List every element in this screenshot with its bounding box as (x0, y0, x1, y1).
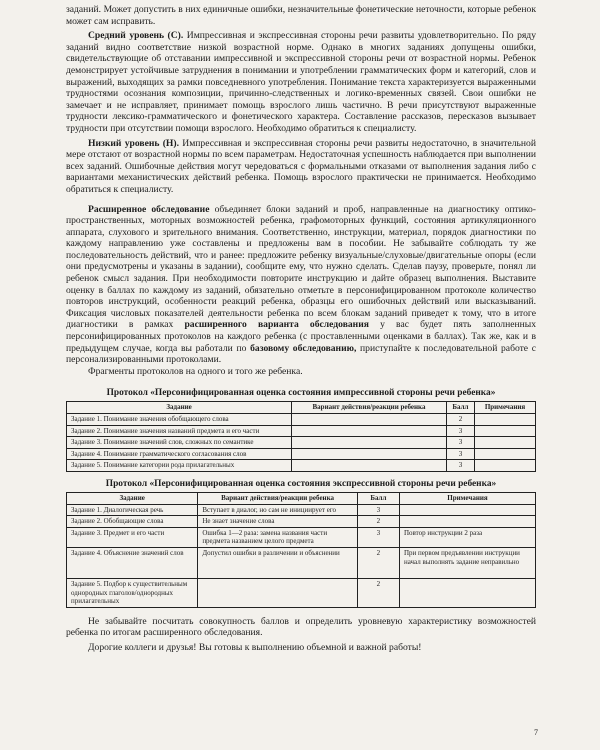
medium-level-paragraph (66, 30, 536, 134)
table-row (67, 516, 536, 528)
reaction-cell (292, 448, 447, 460)
table-row (67, 578, 536, 607)
medium-level-text: Импрессивная и экспрессивная стороны речи развиты удовлетворительно. По ряду заданий видно соответствие низкой возрастной норме. Однако в многих заданиях допущены ошибки, свидетельствующие об отставании импрессивной и экспрессивной стороны речи от возрастной нормы. Ребенок демонстрирует устойчивые затруднения в понимании и употреблении грамматических форм и категорий, слов и выражений, выходящих за рамки повседневного употребления. Понимание текста характеризуется выраженными трудностями осознания композиции, причинно-следственных и логико-временных связей. Свои ошибки не замечает и не исправляет, принимает помощь взрослого лишь частично. В речи присутствуют выраженные трудности лексико-грамматического и фонетического характера. Составление рассказов, пересказов вызывает трудности при отсутствии помощи взрослого. Необходимо обратиться к специалисту. (66, 30, 536, 134)
column-header: Задание (67, 402, 292, 414)
reaction-cell: Не знает значение слова (198, 516, 357, 528)
closing-paragraph-2: Дорогие коллеги и друзья! Вы готовы к выполнению объемной и важной работы! (88, 641, 422, 653)
column-header: Задание (67, 492, 198, 504)
score-cell: 2 (446, 414, 474, 426)
table-row (67, 527, 536, 547)
extended-text-3: приступайте к последовательной работе с персонализированными протоколами. (66, 342, 537, 366)
extended-exam-paragraph (66, 204, 536, 366)
low-level-text: Импрессивная и экспрессивная стороны речи развиты недостаточно, в значительной мере отстают от возрастной нормы по всем параметрам. Недостаточная успешность наблюдается при выполнении всех заданий. Ошибочные действия могут чередоваться с формальными отказами от выполнения задания либо с вариантами механистических действий ребенка. Помощь взрослого практически не принимается. Необходимо обратиться к специалисту. (66, 137, 536, 195)
column-header: Примечания (399, 492, 535, 504)
score-cell: 2 (357, 578, 399, 607)
note-cell (475, 425, 536, 437)
protocol2-table (66, 492, 536, 608)
score-cell: 2 (357, 547, 399, 578)
score-cell: 3 (446, 460, 474, 472)
note-cell (399, 578, 535, 607)
closing-paragraph-1: Не забывайте посчитать совокупность баллов и определить уровневую характеристику возможностей ребенка по итогам расширенного обследования. (66, 615, 536, 639)
note-cell (475, 448, 536, 460)
task-cell: Задание 4. Объяснение значений слов (67, 547, 198, 578)
table-row (67, 448, 536, 460)
reaction-cell (292, 414, 447, 426)
low-level-label: Низкий уровень (Н). (88, 137, 179, 149)
column-header: Балл (357, 492, 399, 504)
intro-paragraph: заданий. Может допустить в них единичные ошибки, незначительные фонетические неточности, которые ребенок может сам исправить. (66, 4, 536, 27)
table-row (67, 425, 536, 437)
task-cell: Задание 5. Подбор к существительным однородных глаголов/однородных прилагательных (67, 578, 198, 607)
extended-text-2: у вас будет пять заполненных персонифицированных протоколов на каждого ребенка (с проставленными оценками в баллах). Так же, как и в предыдущем случае, когда вы работали по (66, 319, 536, 354)
reaction-cell: Ошибка 1—2 раза: замена названия части предмета названием целого предмета (198, 527, 357, 547)
note-cell: При первом предъявлении инструкции начал выполнять задание неправильно (399, 547, 535, 578)
extended-exam-label: Расширенное обследование (88, 203, 210, 215)
score-cell: 3 (446, 448, 474, 460)
column-header: Вариант действия/реакции ребенка (292, 402, 447, 414)
fragments-paragraph: Фрагменты протоколов на одного и того же ребенка. (88, 365, 303, 377)
extended-bold-3: базовому обследованию, (250, 342, 357, 354)
note-cell: Повтор инструкции 2 раза (399, 527, 535, 547)
column-header: Примечания (475, 402, 536, 414)
reaction-cell: Вступает в диалог, но сам не инициирует его (198, 504, 357, 516)
task-cell: Задание 1. Понимание значения обобщающего слова (67, 414, 292, 426)
table-row (67, 437, 536, 449)
task-cell: Задание 1. Диалогическая речь (67, 504, 198, 516)
task-cell: Задание 2. Понимание значения названий предмета и его части (67, 425, 292, 437)
table-row (67, 504, 536, 516)
low-level-paragraph (66, 138, 536, 196)
task-cell: Задание 3. Понимание значений слов, сложных по семантике (67, 437, 292, 449)
reaction-cell (292, 460, 447, 472)
table-row (67, 460, 536, 472)
reaction-cell (198, 578, 357, 607)
reaction-cell: Допустил ошибки в различении и объяснении (198, 547, 357, 578)
task-cell: Задание 2. Обобщающие слова (67, 516, 198, 528)
note-cell (399, 504, 535, 516)
reaction-cell (292, 425, 447, 437)
medium-level-label: Средний уровень (С). (88, 30, 184, 42)
column-header: Вариант действия/реакции ребенка (198, 492, 357, 504)
note-cell (475, 437, 536, 449)
table-row (67, 414, 536, 426)
note-cell (475, 460, 536, 472)
score-cell: 3 (357, 504, 399, 516)
protocol2-title: Протокол «Персонифицированная оценка состояния экспрессивной стороны речи ребенка» (105, 478, 497, 489)
task-cell: Задание 5. Понимание категории рода прилагательных (67, 460, 292, 472)
reaction-cell (292, 437, 447, 449)
score-cell: 3 (446, 437, 474, 449)
page-number: 7 (534, 728, 538, 737)
table-row (67, 547, 536, 578)
protocol1-title: Протокол «Персонифицированная оценка состояния импрессивной стороны речи ребенка» (106, 388, 496, 399)
task-cell: Задание 4. Понимание грамматического согласования слов (67, 448, 292, 460)
extended-bold-2: расширенного варианта обследования (184, 319, 369, 331)
note-cell (475, 414, 536, 426)
extended-text-1: объединяет блоки заданий и проб, направленные на диагностику оптико-пространственных, моторных возможностей ребенка, графомоторных функций, состояния артикуляционного аппарата, слухового и зрительного внимания. Соответственно, инструкции, материал, порядок диагностики по каждому направлению уже составлены и предложены вам в пособии. Не забывайте соблюдать ту же последовательность действий, что и ранее: предложите ребенку визуальные/слуховые/двигательные опоры (если они предусмотрены и указаны в задании), сообщите ему, что нужно сделать. Сделав паузу, проверьте, понял ли ребенок смысл задания. При необходимости повторите инструкцию и дайте образец выполнения. Выставите оценку в баллах по каждому из заданий, обязательно отметьте в персонифицированном протоколе количество повторов инструкций, особенности реакций ребенка, образцы его ошибочных действий или высказываний. Фиксация числовых показателей деятельности ребенка по всем блокам заданий приведет к тому, что в итоге диагностики в рамках (66, 203, 536, 331)
score-cell: 2 (357, 516, 399, 528)
task-cell: Задание 3. Предмет и его части (67, 527, 198, 547)
note-cell (399, 516, 535, 528)
score-cell: 3 (446, 425, 474, 437)
table-header-row (67, 492, 536, 504)
column-header: Балл (446, 402, 474, 414)
protocol1-table (66, 401, 536, 472)
table-header-row (67, 402, 536, 414)
score-cell: 3 (357, 527, 399, 547)
